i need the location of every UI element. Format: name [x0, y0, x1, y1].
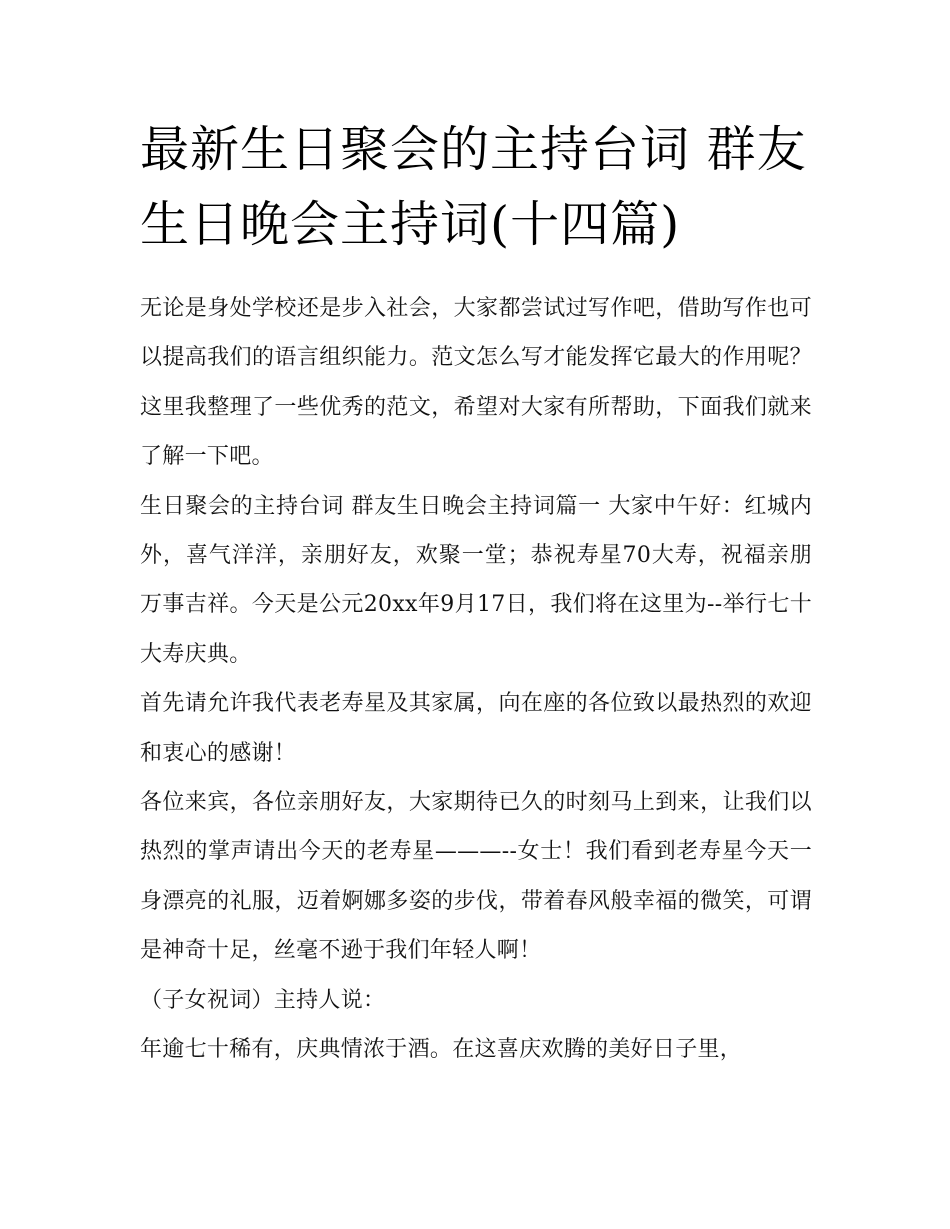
paragraph-opening-greeting: 生日聚会的主持台词 群友生日晚会主持词篇一 大家中午好：红城内外，喜气洋洋，亲朋好友，欢聚一堂；恭祝寿星70大寿，祝福亲朋万事吉祥。今天是公元20xx年9月17日，我们将在这里为--举行七十大寿庆典。	[140, 493, 812, 667]
document-page	[140, 112, 812, 1075]
paragraph-children-toast: （子女祝词）主持人说：	[140, 987, 386, 1013]
paragraph-introduce-star: 各位来宾，各位亲朋好友，大家期待已久的时刻马上到来，让我们以热烈的掌声请出今天的老寿星———--女士！我们看到老寿星今天一身漂亮的礼服，迈着婀娜多姿的步伐，带着春风般幸福的微笑，可谓是神奇十足，丝毫不逊于我们年轻人啊！	[140, 790, 812, 964]
paragraph-welcome: 首先请允许我代表老寿星及其家属，向在座的各位致以最热烈的欢迎和衷心的感谢！	[140, 691, 812, 766]
paragraph-celebration: 年逾七十稀有，庆典情浓于酒。在这喜庆欢腾的美好日子里，	[140, 1037, 743, 1063]
paragraph-intro: 无论是身处学校还是步入社会，大家都尝试过写作吧，借助写作也可以提高我们的语言组织能力。范文怎么写才能发挥它最大的作用呢？这里我整理了一些优秀的范文，希望对大家有所帮助，下面我们就来了解一下吧。	[140, 296, 812, 470]
document-body	[140, 284, 812, 1075]
document-title: 最新生日聚会的主持台词 群友生日晚会主持词(十四篇)	[140, 121, 807, 253]
